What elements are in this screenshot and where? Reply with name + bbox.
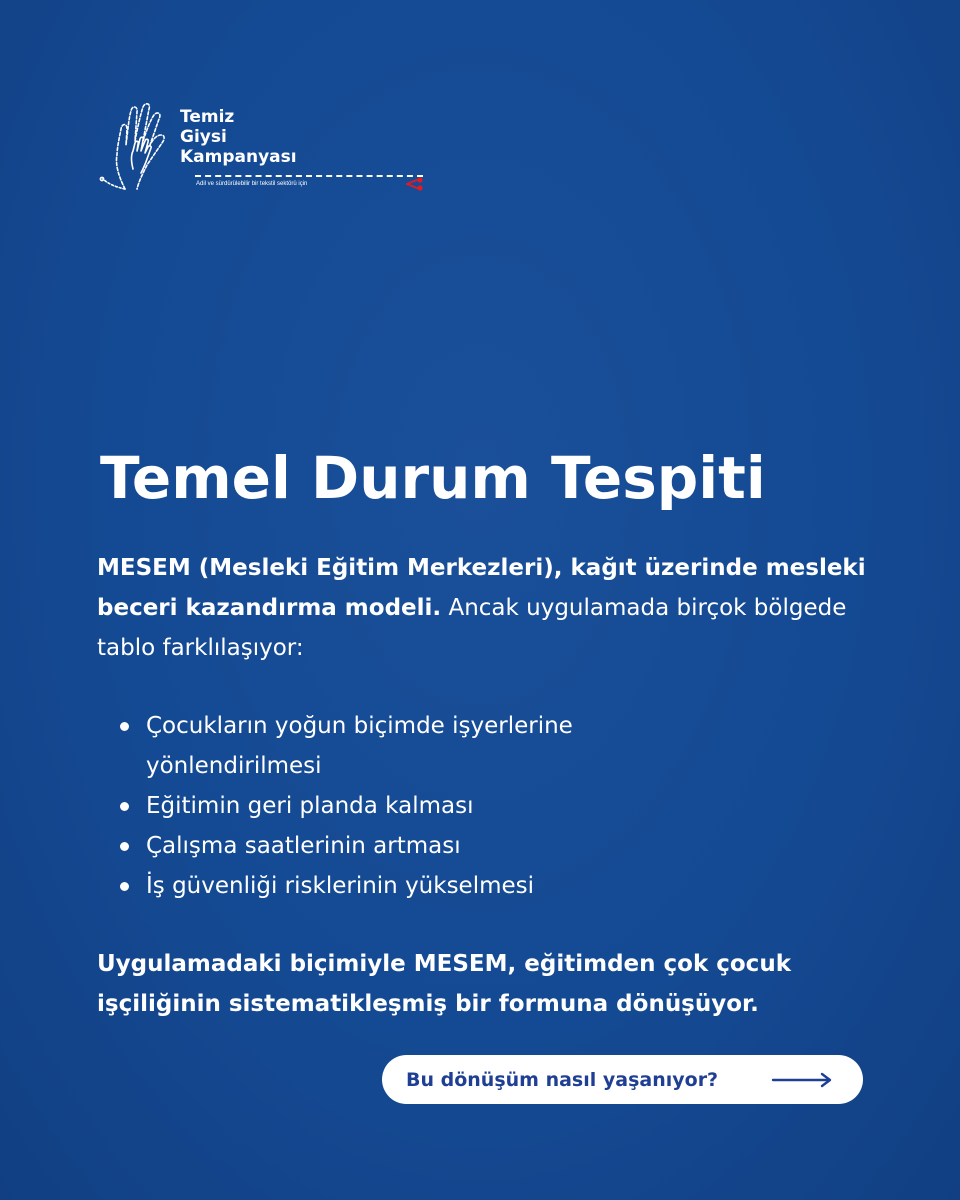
bullet-dot-icon xyxy=(120,882,129,891)
conclusion-text: Uygulamadaki biçimiyle MESEM, eğitimden çok çocuk işçiliğinin sistematikleşmiş bir formuna dönüşüyor. xyxy=(97,951,791,1017)
logo-dashed-line xyxy=(195,175,423,177)
next-slide-button[interactable] xyxy=(382,1055,863,1104)
logo-tagline: Adil ve sürdürülebilir bir tekstil sektörü için xyxy=(196,181,308,187)
logo-line-1: Temiz xyxy=(180,107,235,127)
bullet-dot-icon xyxy=(120,802,129,811)
logo-line-3: Kampanyası xyxy=(180,147,297,167)
list-item-text: Eğitimin geri planda kalması xyxy=(146,793,474,819)
list-item xyxy=(118,786,738,826)
list-item-text: Çalışma saatlerinin artması xyxy=(146,833,461,859)
next-slide-button-label: Bu dönüşüm nasıl yaşanıyor? xyxy=(406,1068,719,1091)
bullet-dot-icon xyxy=(120,842,129,851)
hands-icon xyxy=(95,99,185,195)
list-item xyxy=(118,826,738,866)
intro-regular-text: Ancak uygulamada birçok bölgede tablo farklılaşıyor: xyxy=(97,595,847,661)
bullet-list xyxy=(118,706,738,906)
intro-paragraph xyxy=(97,548,877,668)
bullet-dot-icon xyxy=(120,722,129,731)
list-item xyxy=(118,866,738,906)
arrow-right-icon xyxy=(771,1072,833,1088)
campaign-logo xyxy=(95,95,345,205)
scissors-icon xyxy=(405,177,427,191)
page-title: Temel Durum Tespiti xyxy=(100,444,766,512)
list-item-text: İş güvenliği risklerinin yükselmesi xyxy=(146,873,535,899)
list-item-text: Çocukların yoğun biçimde işyerlerine yönlendirilmesi xyxy=(146,713,573,779)
list-item xyxy=(118,706,738,786)
logo-wordmark xyxy=(180,107,297,167)
logo-line-2: Giysi xyxy=(180,127,227,147)
intro-bold-text: MESEM (Mesleki Eğitim Merkezleri), kağıt üzerinde mesleki beceri kazandırma modeli. xyxy=(97,555,866,621)
